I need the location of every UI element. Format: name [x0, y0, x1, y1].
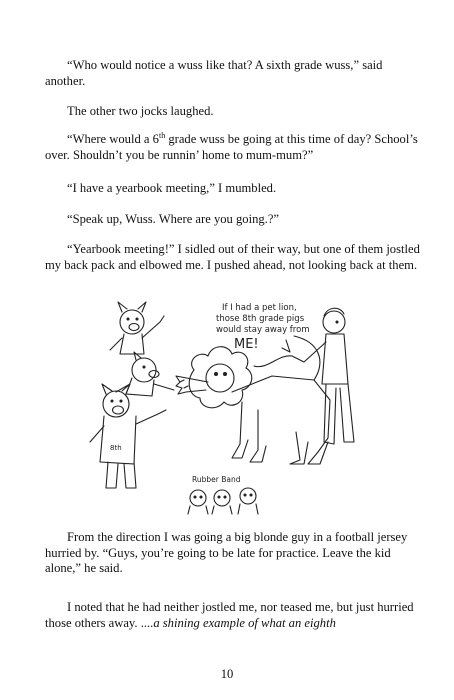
paragraph-who-would-notice: “Who would notice a wuss like that? A sixth grade wuss,” said another.	[45, 58, 383, 88]
superscript-th: th	[158, 130, 166, 140]
lion-and-pigs-illustration	[82, 292, 382, 522]
svg-text:8th: 8th	[110, 444, 122, 452]
page-number: 10	[220, 667, 234, 681]
bubble-line-2: those 8th grade pigs	[216, 314, 305, 324]
bubble-line-4: ME!	[234, 337, 259, 352]
paragraph-where-going	[45, 132, 420, 163]
bubble-line-3: would stay away from	[216, 325, 310, 335]
paragraph-speak-up: “Speak up, Wuss. Where are you going.?”	[67, 212, 280, 226]
paragraph-noted	[45, 600, 420, 631]
noted-text: I noted that he had neither jostled me, nor teased me, but just hurried those others away. ....	[45, 600, 414, 630]
where-text-after: grade wuss be going at this time of day? School’s over. Shouldn’t you be runnin’ home to mum-mum?”	[45, 132, 418, 162]
paragraph-yearbook-mumbled: “I have a yearbook meeting,” I mumbled.	[67, 181, 277, 195]
paragraph-blonde-guy: From the direction I was going a big blonde guy in a football jersey hurried by. “Guys, you’re going to be late for practice. Leave the kid alone,” he said.	[45, 530, 408, 575]
pig-stack-drawing	[90, 302, 174, 488]
where-text-before: “Where would a 6	[67, 132, 159, 146]
bubble-line-1: If I had a pet lion,	[222, 303, 297, 313]
rubber-band-caption: Rubber Band	[192, 475, 241, 484]
paragraph-jocks-laughed: The other two jocks laughed.	[67, 104, 214, 118]
band-members-drawing	[188, 488, 258, 514]
paragraph-yearbook-meeting: “Yearbook meeting!” I sidled out of their way, but one of them jostled my back pack and elbowed me. I pushed ahead, not looking back at them.	[45, 242, 420, 272]
noted-italic-text: a shining example of what an eighth	[153, 615, 336, 630]
lion-drawing	[176, 336, 330, 464]
